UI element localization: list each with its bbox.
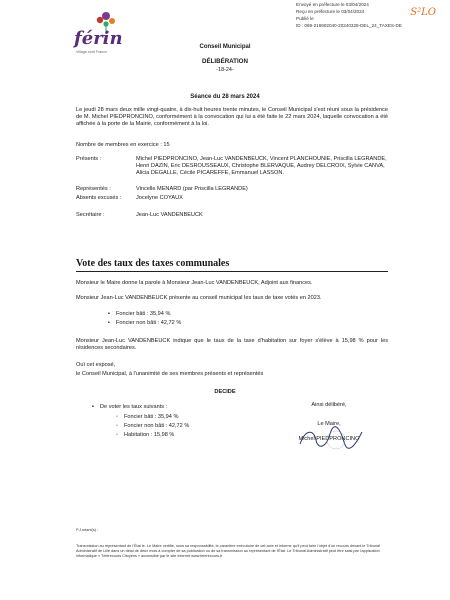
deliberation-number: -18-24-: [216, 67, 234, 73]
vote-intro-list: [92, 404, 292, 413]
stamp-line-sent: Envoyé en préfecture le 03/04/2024: [296, 2, 369, 7]
footer-pj: P.J.néant(s) :: [76, 528, 99, 532]
seance-date: Séance du 28 mars 2024: [190, 94, 260, 100]
members-count: Nombre de membres en exercice : 15: [76, 142, 170, 148]
attendance-label-absent: Absents excusés :: [76, 195, 122, 201]
stamp-line-published: Publié le: [296, 15, 314, 21]
vote-title: Vote des taux des taxes communales: [76, 258, 230, 269]
list-item: ▪ De voter les taux suivants :: [92, 404, 292, 411]
para-floor-given: Monsieur le Maire donne la parole à Monsieur Jean-Luc VANDENBEUCK, Adjoint aux finances.: [76, 280, 313, 286]
signature-line-1: Ainsi délibéré,: [311, 402, 347, 408]
stamp-line-id: ID : 069-216902040-20240328-DEL_24_TAXES-DE: [296, 22, 402, 28]
signature-line-2: Le Maire,: [317, 420, 341, 427]
logo-word: férin: [74, 28, 123, 49]
attendance-text-represented: Vincelle MENARD (par Priscilla LEGRANDE): [136, 186, 248, 192]
footer-legal-text: Transmission au représentant de l'État le. Le Maire certifie, sous sa responsabilité, le caractère exécutoire de cet acte et informe qu'il peut faire l'objet d'un recours devant le Tribunal Administratif de Lille dans un délai de deux mois à compter de sa publication ou de sa transmission au représentant de l'État. Le Tribunal Administratif peut être saisi par l'application informatique « Télérecours Citoyens » accessible par le site internet www.telerecours.fr: [76, 544, 380, 559]
stamp-line-received: Reçu en préfecture le 03/04/2024: [296, 8, 365, 14]
taxes-2023-list: [108, 311, 308, 329]
attendance-text-absent: Jocelyne COYAUX: [136, 195, 183, 201]
attendance-text-secretary: Jean-Luc VANDENBEUCK: [136, 212, 203, 218]
list-item: ▪ Foncier non bâti : 42,72 %: [108, 320, 308, 327]
council-title: Conseil Municipal: [199, 44, 251, 50]
list-item: ◦ Habitation : 15,98 %: [116, 432, 296, 439]
oui-expose: Ouï cet exposé,: [76, 362, 116, 368]
para-presentation: Monsieur Jean-Luc VANDENBEUCK présente au conseil municipal les taux de taxe votés en 2023.: [76, 295, 322, 301]
vote-title-rule: [76, 271, 388, 272]
taxes-2024-list: [116, 414, 296, 441]
handwritten-signature: [296, 424, 366, 452]
ferin-logo: [62, 8, 142, 60]
attendance-text-present: Michel PIEDPRONCINO, Jean-Luc VANDENBEUCK, Vincent PLANCHOUNIE, Priscilla LEGRANDE, Henri DAZIN, Eric DESROUSSEAUX, Christophe BLERVAQUE, Audrey DELCROIX, Sylvie CANVA, Alicia DEGALLE, Cécile PICAREFFE, Emmanuel LASSON.: [136, 156, 387, 176]
stamp-handwritten-mark: S²LO: [410, 7, 436, 18]
list-item: ◦ Foncier bâti : 35,94 %: [116, 414, 296, 421]
decide-heading: DECIDE: [214, 389, 236, 395]
list-item: ▪ Foncier bâti : 35,94 %: [108, 311, 308, 318]
attendance-label-represented: Représentés :: [76, 186, 111, 192]
deliberation-heading: DÉLIBÉRATION: [202, 58, 248, 65]
attendance-label-secretary: Secrétaire :: [76, 212, 105, 218]
para-habitation: Monsieur Jean-Luc VANDENBEUCK indique que le taux de la taxe d'habitation sur foyer s'élève à 15,98 % pour les résidences secondaires.: [76, 338, 388, 351]
decision-line: le Conseil Municipal, à l'unanimité de ses membres présents et représentés: [76, 371, 264, 377]
attendance-label-present: Présents :: [76, 156, 102, 162]
signature-line-3: Michel PIEDPRONCINO: [298, 435, 360, 442]
logo-tagline: Village nord France: [76, 50, 108, 54]
list-item: ◦ Foncier non bâti : 42,72 %: [116, 423, 296, 430]
intro-paragraph: Le jeudi 28 mars deux mille vingt-quatre, à dix-huit heures trente minutes, le Conseil Municipal s'est réuni sous la présidence de M. Michel PIEDPRONCINO, conformément à la convocation qui lui a été faite le 22 mars 2024, laquelle convocation a été affichée à la porte de la Mairie, conformément à la loi.: [76, 107, 388, 127]
prefecture-stamp: [296, 2, 444, 40]
